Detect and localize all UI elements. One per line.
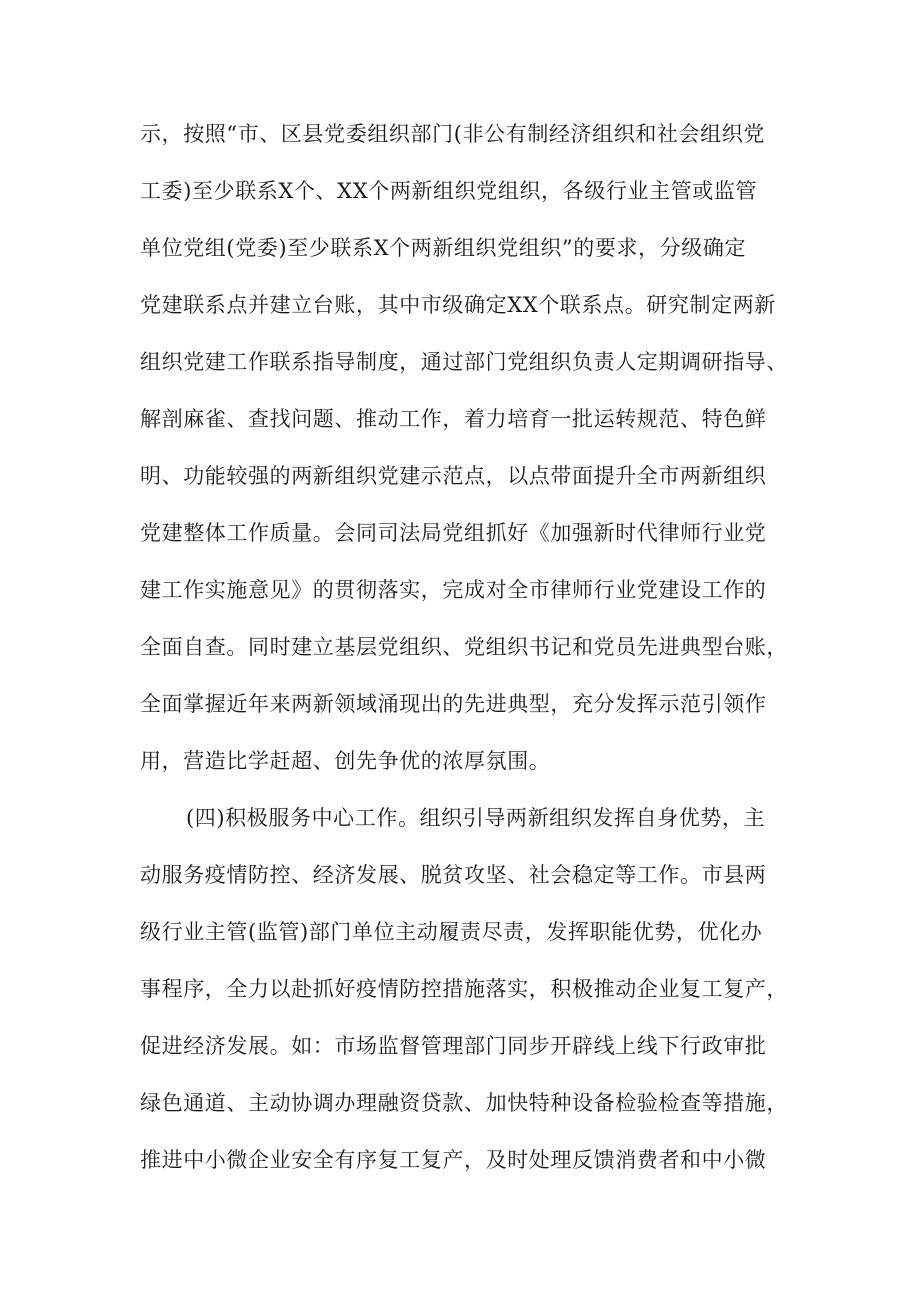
text-line: 事程序，全力以赴抓好疫情防控措施落实，积极推动企业复工复产， bbox=[140, 977, 788, 1001]
text-line: 建工作实施意见》的贯彻落实，完成对全市律师行业党建设工作的 bbox=[140, 578, 767, 602]
text-line: 单位党组(党委)至少联系X个两新组织党组织”的要求，分级确定 bbox=[140, 236, 747, 260]
text-line: 党建联系点并建立台账，其中市级确定XX个联系点。研究制定两新 bbox=[140, 293, 776, 317]
text-line: 明、功能较强的两新组织党建示范点，以点带面提升全市两新组织 bbox=[140, 464, 767, 488]
text-line: 动服务疫情防控、经济发展、脱贫攻坚、社会稳定等工作。市县两 bbox=[140, 863, 767, 887]
text-line: 推进中小微企业安全有序复工复产，及时处理反馈消费者和中小微 bbox=[140, 1148, 767, 1172]
text-line: 示，按照“市、区县党委组织部门(非公有制经济组织和社会组织党 bbox=[140, 122, 765, 146]
text-line: 工委)至少联系X个、XX个两新组织党组织，各级行业主管或监管 bbox=[140, 179, 758, 203]
text-line: 促进经济发展。如：市场监督管理部门同步开辟线上线下行政审批 bbox=[140, 1034, 767, 1058]
text-line: 级行业主管(监管)部门单位主动履责尽责，发挥职能优势，优化办 bbox=[140, 920, 763, 944]
text-line: 用，营造比学赶超、创先争优的浓厚氛围。 bbox=[140, 749, 551, 773]
section-heading-line: (四)积极服务中心工作。组织引导两新组织发挥自身优势，主 bbox=[186, 806, 766, 830]
text-line: 解剖麻雀、查找问题、推动工作，着力培育一批运转规范、特色鲜 bbox=[140, 407, 767, 431]
text-line: 全面自查。同时建立基层党组织、党组织书记和党员先进典型台账， bbox=[140, 635, 788, 659]
text-line: 绿色通道、主动协调办理融资贷款、加快特种设备检验检查等措施， bbox=[140, 1091, 788, 1115]
text-line: 党建整体工作质量。会同司法局党组抓好《加强新时代律师行业党 bbox=[140, 521, 767, 545]
text-line: 全面掌握近年来两新领域涌现出的先进典型，充分发挥示范引领作 bbox=[140, 692, 767, 716]
text-line: 组织党建工作联系指导制度，通过部门党组织负责人定期调研指导、 bbox=[140, 350, 788, 374]
